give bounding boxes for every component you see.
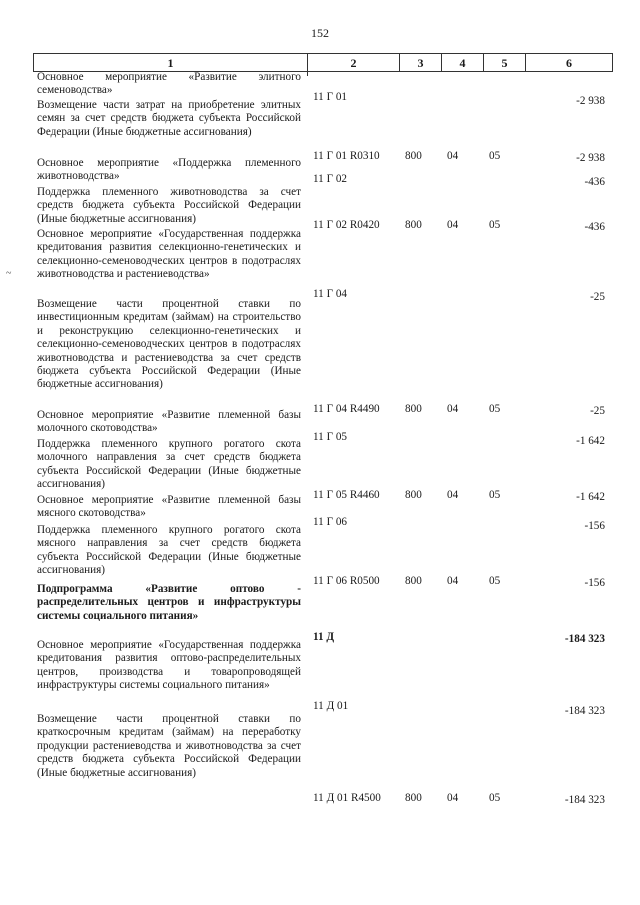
row-description: Основное мероприятие «Развитие племенной базы мясного скотоводства» [37, 494, 301, 520]
row-col-3: 800 [405, 489, 422, 501]
row-description: Основное мероприятие «Государственная поддержка кредитования развития оптово-распределительных центров, производства и товаропроводящей инфраструктуры системы социального питания» [37, 639, 301, 692]
row-col-4: 04 [447, 489, 459, 501]
row-col-4: 04 [447, 403, 459, 415]
row-description: Поддержка племенного животноводства за счет средств бюджета субъекта Российской Федерации (Иные бюджетные ассигнования) [37, 186, 301, 225]
header-col-5: 5 [483, 53, 525, 72]
row-amount: -2 938 [576, 95, 605, 107]
row-code: 11 Д 01 [313, 700, 349, 712]
header-col-3: 3 [399, 53, 441, 72]
row-code: 11 Г 05 [313, 431, 348, 443]
row-description: Возмещение части процентной ставки по инвестиционным кредитам (займам) на строительство и реконструкцию селекционно-генетических и селекционно-семеноводческих центров в подотраслях животноводства и растениеводства за счет средств бюджета субъекта Российской Федерации (Иные бюджетные ассигнования) [37, 298, 301, 391]
row-code: 11 Г 04 R4490 [313, 403, 380, 415]
row-description: Основное мероприятие «Развитие элитного семеноводства» [37, 71, 301, 97]
header-col-4: 4 [441, 53, 483, 72]
row-col-4: 04 [447, 792, 459, 804]
row-col-3: 800 [405, 403, 422, 415]
row-col-4: 04 [447, 575, 459, 587]
row-col-4: 04 [447, 150, 459, 162]
row-code: 11 Г 06 R0500 [313, 575, 380, 587]
row-amount: -25 [590, 291, 605, 303]
row-code: 11 Д 01 R4500 [313, 792, 381, 804]
row-amount: -2 938 [576, 152, 605, 164]
row-amount: -436 [584, 176, 605, 188]
row-amount: -156 [584, 577, 605, 589]
row-code: 11 Г 01 R0310 [313, 150, 380, 162]
row-code: 11 Г 06 [313, 516, 348, 528]
row-amount: -436 [584, 221, 605, 233]
row-description: Поддержка племенного крупного рогатого скота молочного направления за счет средств бюджета субъекта Российской Федерации (Иные бюджетные ассигнования) [37, 438, 301, 491]
row-col-5: 05 [489, 792, 501, 804]
header-col-2: 2 [307, 53, 399, 72]
row-amount: -184 323 [564, 794, 605, 806]
row-col-3: 800 [405, 219, 422, 231]
table-header [33, 53, 613, 73]
row-description: Поддержка племенного крупного рогатого скота мясного направления за счет средств бюджета субъекта Российской Федерации (Иные бюджетные ассигнования) [37, 524, 301, 577]
row-code: 11 Г 02 R0420 [313, 219, 380, 231]
row-col-5: 05 [489, 489, 501, 501]
page-number: 152 [311, 26, 329, 40]
row-code: 11 Г 05 R4460 [313, 489, 380, 501]
scan-mark: ~ [6, 268, 12, 279]
row-amount: -25 [590, 405, 605, 417]
row-col-3: 800 [405, 575, 422, 587]
row-description: Основное мероприятие «Государственная поддержка кредитования развития селекционно-генетических и селекционно-семеноводческих центров в подотраслях животноводства и растениеводства» [37, 228, 301, 281]
row-description: Возмещение части процентной ставки по краткосрочным кредитам (займам) на переработку продукции растениеводства и животноводства за счет средств бюджета субъекта Российской Федерации (Иные бюджетные ассигнования) [37, 713, 301, 779]
row-col-4: 04 [447, 219, 459, 231]
row-description: Возмещение части затрат на приобретение элитных семян за счет средств бюджета субъекта Российской Федерации (Иные бюджетные ассигнования) [37, 99, 301, 138]
row-col-3: 800 [405, 792, 422, 804]
budget-table [33, 53, 613, 813]
row-description: Основное мероприятие «Развитие племенной базы молочного скотоводства» [37, 409, 301, 435]
row-col-5: 05 [489, 219, 501, 231]
row-amount: -156 [584, 520, 605, 532]
header-col-6: 6 [525, 53, 613, 72]
row-col-3: 800 [405, 150, 422, 162]
subprogram-description: Подпрограмма «Развитие оптово - распределительных центров и инфраструктуры системы социального питания» [37, 583, 301, 622]
row-amount: -1 642 [576, 435, 605, 447]
row-col-5: 05 [489, 403, 501, 415]
row-description: Основное мероприятие «Поддержка племенного животноводства» [37, 157, 301, 183]
row-code: 11 Г 04 [313, 288, 348, 300]
header-col-1: 1 [33, 53, 307, 72]
row-col-5: 05 [489, 150, 501, 162]
row-amount: -1 642 [576, 491, 605, 503]
subprogram-amount: -184 323 [564, 633, 605, 645]
column-divider [307, 72, 308, 76]
row-code: 11 Г 02 [313, 173, 348, 185]
row-code: 11 Г 01 [313, 91, 348, 103]
row-amount: -184 323 [564, 705, 605, 717]
row-col-5: 05 [489, 575, 501, 587]
subprogram-code: 11 Д [313, 631, 335, 643]
